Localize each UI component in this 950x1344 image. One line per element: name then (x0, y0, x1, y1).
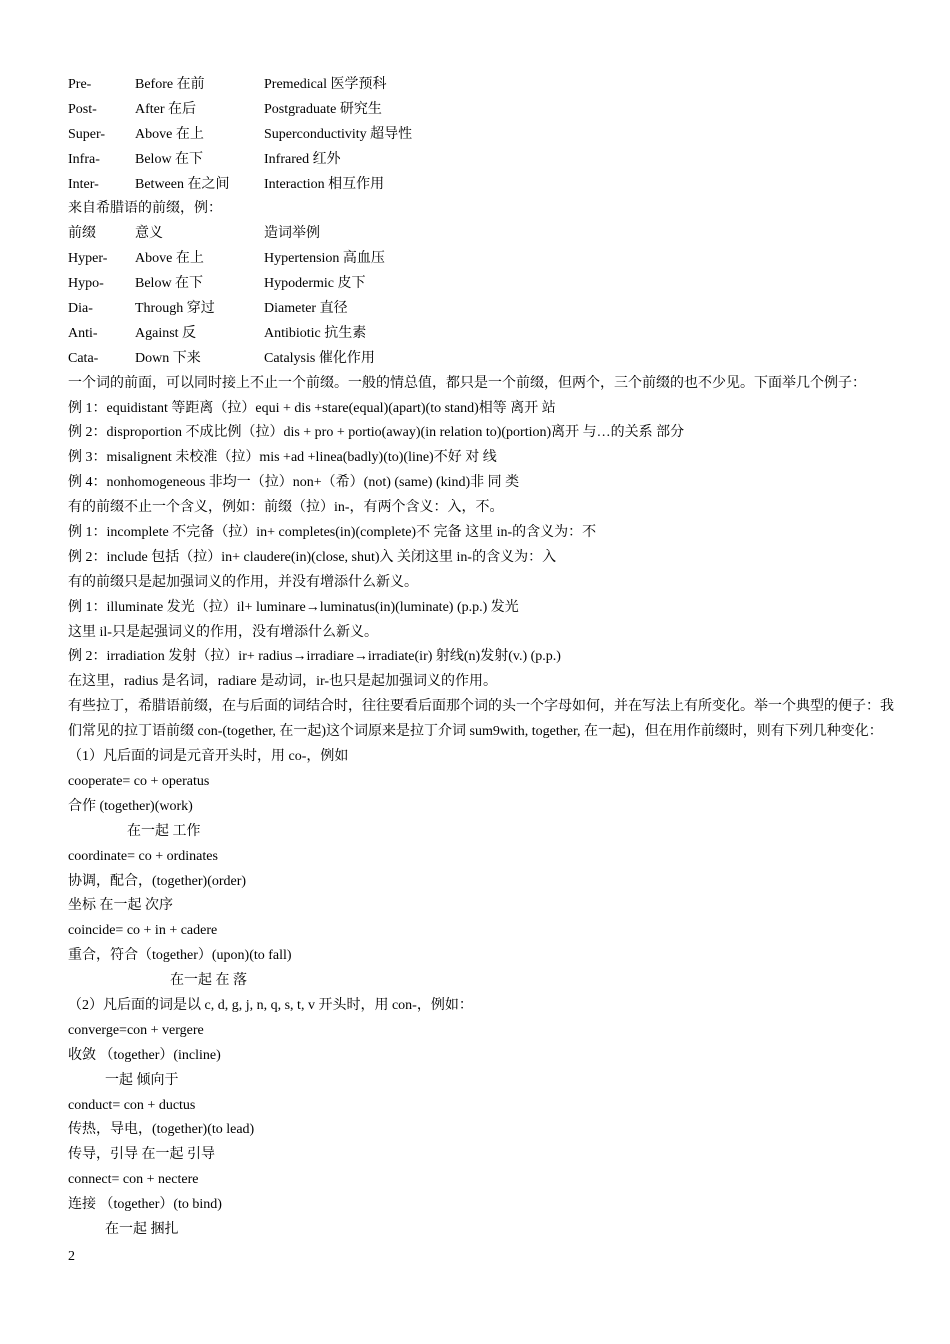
table-row (68, 297, 898, 322)
prefix-cell: Hypo- (68, 276, 104, 292)
meaning-cell: Through 穿过 (135, 301, 215, 317)
header-example: 造词举例 (264, 226, 320, 242)
header-meaning: 意义 (135, 226, 163, 242)
table-row (68, 173, 898, 198)
meaning-cell: Below 在下 (135, 276, 204, 292)
example-cell: Catalysis 催化作用 (264, 350, 375, 366)
example-line: connect= con + nectere (68, 1172, 199, 1188)
text-line: 在这里，radius 是名词，radiare 是动词，ir-也只是起加强词义的作用。 (68, 674, 498, 690)
example-line: 例 3：misalignent 未校准（拉）mis +ad +linea(badly)(to)(line)不好 对 线 (68, 450, 497, 466)
latin-prefix-table (68, 73, 898, 197)
example-line: coincide= co + in + cadere (68, 923, 218, 939)
page-number: 2 (68, 1249, 75, 1264)
meaning-cell: Between 在之间 (135, 176, 230, 192)
prefix-cell: Anti- (68, 325, 98, 341)
con-prefix-paragraph: 有些拉丁，希腊语前缀，在与后面的词结合时，往往要看后面那个词的头一个字母如何，并在写法上有所变化。举一个典型的便子：我们常见的拉丁语前缀 con-(together, 在一起)这个词原来是拉丁介词 sum9with, together, 在一起)，但在用作前缀时，则有下列几种变化： (68, 699, 894, 740)
example-cell: Interaction 相互作用 (264, 176, 385, 192)
meaning-cell: Below 在下 (135, 151, 204, 167)
example-cell: Infrared 红外 (264, 151, 341, 167)
example-line: 例 4：nonhomogeneous 非均一（拉）non+（希）(not) (same) (kind)非 同 类 (68, 475, 520, 491)
table-row (68, 247, 898, 272)
example-line: 合作 (together)(work) (68, 798, 193, 814)
example-line: 在一起 捆扎 (105, 1222, 179, 1237)
example-cell: Postgraduate 研究生 (264, 101, 382, 117)
example-line: 例 1：equidistant 等距离（拉）equi + dis +stare(equal)(apart)(to stand)相等 离开 站 (68, 400, 556, 416)
example-line: 例 1：illuminate 发光（拉）il+ luminare→luminatus(in)(luminate) (p.p.) 发光 (68, 599, 519, 615)
example-line: 一起 倾向于 (105, 1072, 179, 1088)
example-cell: Hypertension 高血压 (264, 251, 385, 267)
page-content (68, 73, 898, 1243)
example-cell: Antibiotic 抗生素 (264, 325, 367, 341)
example-line: 例 2：include 包括（拉）in+ claudere(in)(close, shut)入 关闭这里 in-的含义为：入 (68, 549, 557, 565)
table-header-row (68, 222, 898, 247)
example-line: cooperate= co + operatus (68, 773, 210, 789)
meaning-cell: Above 在上 (135, 126, 204, 142)
meaning-cell: After 在后 (135, 101, 197, 117)
example-line: 坐标 在一起 次序 (68, 898, 173, 914)
text-line: 一个词的前面，可以同时接上不止一个前缀。一般的情总值，都只是一个前缀，但两个，三个前缀的也不少见。下面举几个例子： (68, 375, 866, 391)
meaning-cell: Against 反 (135, 325, 197, 341)
table-row (68, 98, 898, 123)
meaning-cell: Before 在前 (135, 77, 205, 92)
prefix-cell: Post- (68, 101, 97, 117)
example-line: 在一起 工作 (127, 823, 201, 839)
example-cell: Hypodermic 皮下 (264, 276, 366, 292)
header-prefix: 前缀 (68, 226, 96, 242)
prefix-cell: Cata- (68, 350, 99, 366)
example-cell: Premedical 医学预科 (264, 77, 387, 92)
table-row (68, 148, 898, 173)
text-line: 有的前缀只是起加强词义的作用，并没有增添什么新义。 (68, 574, 418, 590)
prefix-cell: Super- (68, 126, 106, 142)
rule-heading: （1）凡后面的词是元音开头时，用 co-，例如 (68, 749, 349, 765)
table-row (68, 347, 898, 372)
meaning-cell: Above 在上 (135, 251, 204, 267)
prefix-cell: Inter- (68, 176, 99, 192)
example-line: converge=con + vergere (68, 1022, 204, 1038)
example-line: 收敛 （together）(incline) (68, 1047, 221, 1063)
prefix-cell: Dia- (68, 301, 93, 317)
prefix-cell: Hyper- (68, 251, 108, 267)
example-line: conduct= con + ductus (68, 1097, 196, 1113)
table-row (68, 322, 898, 347)
text-line: 这里 il-只是起强词义的作用，没有增添什么新义。 (68, 624, 378, 640)
text-line: 有的前缀不止一个含义，例如：前缀（拉）in-，有两个含义：入，不。 (68, 500, 504, 516)
table-row (68, 123, 898, 148)
prefix-cell: Infra- (68, 151, 100, 167)
example-line: 传导，引导 在一起 引导 (68, 1147, 215, 1163)
meaning-cell: Down 下来 (135, 350, 201, 366)
example-line: 在一起 在 落 (170, 973, 247, 989)
table-row (68, 73, 898, 98)
greek-intro: 来自希腊语的前缀，例： (68, 201, 222, 217)
example-cell: Diameter 直径 (264, 301, 348, 317)
example-line: coordinate= co + ordinates (68, 848, 218, 864)
prefix-cell: Pre- (68, 77, 92, 92)
example-cell: Superconductivity 超导性 (264, 126, 413, 142)
example-line: 连接 （together）(to bind) (68, 1197, 222, 1213)
example-line: 例 2：irradiation 发射（拉）ir+ radius→irradiare→irradiate(ir) 射线(n)发射(v.) (p.p.) (68, 649, 561, 665)
table-row (68, 272, 898, 297)
example-line: 例 1：incomplete 不完备（拉）in+ completes(in)(complete)不 完备 这里 in-的含义为：不 (68, 525, 597, 541)
example-line: 协调，配合，(together)(order) (68, 873, 247, 889)
example-line: 例 2：disproportion 不成比例（拉）dis + pro + portio(away)(in relation to)(portion)离开 与…的关系 部分 (68, 425, 685, 441)
greek-prefix-table (68, 222, 898, 371)
example-line: 传热，导电，(together)(to lead) (68, 1122, 255, 1138)
rule-heading: （2）凡后面的词是以 c, d, g, j, n, q, s, t, v 开头时，用 con-，例如： (68, 997, 473, 1013)
example-line: 重合，符合（together）(upon)(to fall) (68, 948, 292, 964)
